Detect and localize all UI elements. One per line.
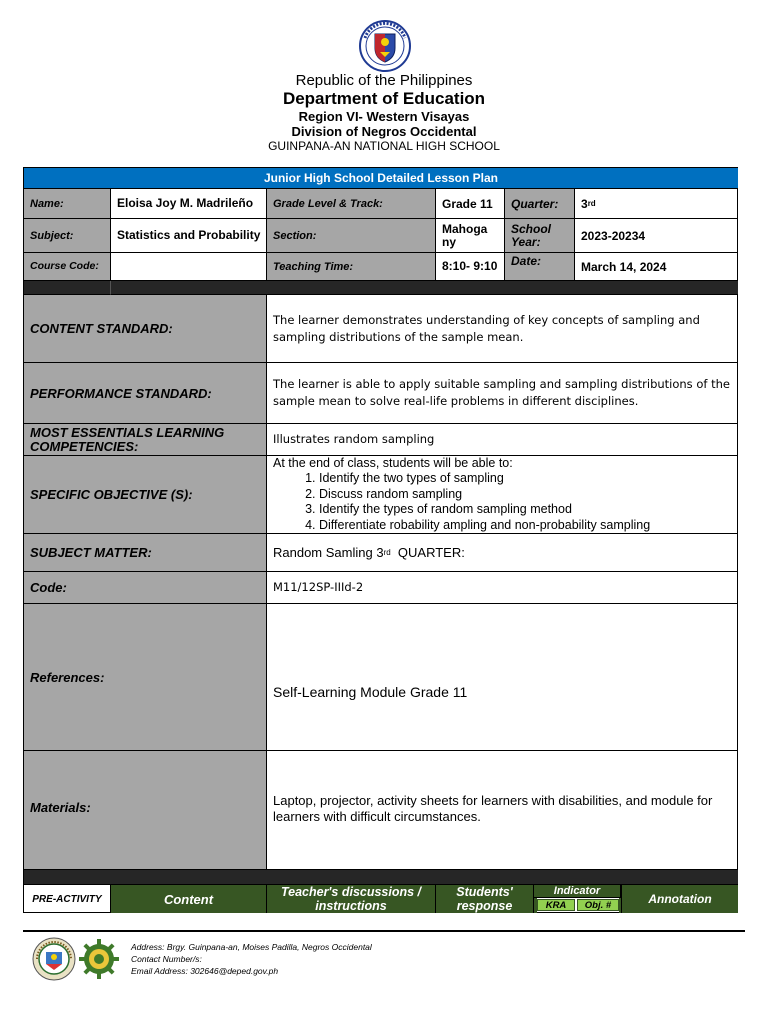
footer-email: Email Address: 302646@deped.gov.ph bbox=[131, 966, 279, 976]
references-label: References: bbox=[24, 604, 267, 751]
division-heading: Division of Negros Occidental bbox=[291, 124, 477, 139]
teaching-time-value: 8:10- 9:10 bbox=[436, 253, 505, 281]
lesson-plan-table bbox=[23, 167, 738, 913]
annotation-header: Annotation bbox=[621, 885, 738, 913]
obj-number-header: Obj. # bbox=[577, 899, 619, 911]
materials-value: Laptop, projector, activity sheets for learners with disabilities, and module for learners with difficult circumstances. bbox=[267, 751, 738, 870]
code-value: M11/12SP-IIId-2 bbox=[267, 572, 738, 604]
content-standard-label: CONTENT STANDARD: bbox=[24, 295, 267, 363]
school-year-value: 2023-20234 bbox=[575, 219, 738, 253]
code-label: Code: bbox=[24, 572, 267, 604]
quarter-label: Quarter: bbox=[505, 189, 575, 219]
region-heading: Region VI- Western Visayas bbox=[298, 109, 470, 124]
references-value: Self-Learning Module Grade 11 bbox=[267, 604, 738, 751]
gear-logo-icon bbox=[78, 938, 120, 980]
deped-seal-icon bbox=[356, 20, 414, 72]
republic-heading: Republic of the Philippines bbox=[295, 72, 473, 89]
separator-bar bbox=[111, 281, 738, 295]
melc-value: Illustrates random sampling bbox=[267, 424, 738, 456]
content-standard-value: The learner demonstrates understanding of key concepts of sampling and sampling distributions of the sample mean. bbox=[267, 295, 738, 363]
pre-activity-label: PRE-ACTIVITY bbox=[24, 885, 111, 913]
content-header: Content bbox=[111, 885, 267, 913]
objective-list bbox=[319, 471, 734, 533]
kra-header: KRA bbox=[537, 899, 575, 911]
grade-level-label: Grade Level & Track: bbox=[267, 189, 436, 219]
name-value: Eloisa Joy M. Madrileño bbox=[111, 189, 267, 219]
date-value: March 14, 2024 bbox=[575, 253, 738, 281]
performance-standard-value: The learner is able to apply suitable sampling and sampling distributions of the sample mean to solve real-life problems in different disciplines. bbox=[267, 363, 738, 424]
footer-address: Address: Brgy. Guinpana-an, Moises Padilla, Negros Occidental bbox=[131, 942, 372, 952]
school-seal-icon bbox=[32, 937, 76, 981]
list-item: 3. Identify the types of random sampling method bbox=[319, 502, 734, 518]
indicator-frame bbox=[534, 898, 537, 913]
subject-label: Subject: bbox=[24, 219, 111, 253]
melc-label: MOST ESSENTIALS LEARNING COMPETENCIES: bbox=[24, 424, 267, 456]
teaching-time-label: Teaching Time: bbox=[267, 253, 436, 281]
section-label: Section: bbox=[267, 219, 436, 253]
students-response-header: Students' response bbox=[436, 885, 534, 913]
department-heading: Department of Education bbox=[282, 89, 486, 108]
subject-matter-label: SUBJECT MATTER: bbox=[24, 534, 267, 572]
separator-bar bbox=[24, 281, 111, 295]
specific-objective-label: SPECIFIC OBJECTIVE (S): bbox=[24, 456, 267, 534]
list-item: 1. Identify the two types of sampling bbox=[319, 471, 734, 487]
name-label: Name: bbox=[24, 189, 111, 219]
specific-objective-value bbox=[267, 456, 738, 534]
grade-level-value: Grade 11 bbox=[436, 189, 505, 219]
section-value: Mahoga ny bbox=[436, 219, 505, 253]
indicator-header: Indicator bbox=[534, 885, 621, 898]
footer-divider bbox=[23, 930, 745, 932]
date-label: Date: bbox=[505, 253, 575, 281]
quarter-value: 3 rd bbox=[575, 189, 738, 219]
subject-value: Statistics and Probability bbox=[111, 219, 267, 253]
objective-intro: At the end of class, students will be able to: bbox=[273, 456, 513, 470]
lesson-plan-title: Junior High School Detailed Lesson Plan bbox=[24, 168, 738, 189]
list-item: 2. Discuss random sampling bbox=[319, 487, 734, 503]
teacher-discussion-header: Teacher's discussions / instructions bbox=[267, 885, 436, 913]
school-heading: GUINPANA-AN NATIONAL HIGH SCHOOL bbox=[268, 139, 500, 153]
materials-label: Materials: bbox=[24, 751, 267, 870]
footer-contact: Contact Number/s: bbox=[131, 954, 202, 964]
performance-standard-label: PERFORMANCE STANDARD: bbox=[24, 363, 267, 424]
list-item: 4. Differentiate robability ampling and non-probability sampling bbox=[319, 518, 734, 534]
subject-matter-value: Random Samling 3 rd QUARTER: bbox=[267, 534, 738, 572]
separator-bar bbox=[24, 870, 738, 885]
course-code-value bbox=[111, 253, 267, 281]
school-year-label: School Year: bbox=[505, 219, 575, 253]
course-code-label: Course Code: bbox=[24, 253, 111, 281]
